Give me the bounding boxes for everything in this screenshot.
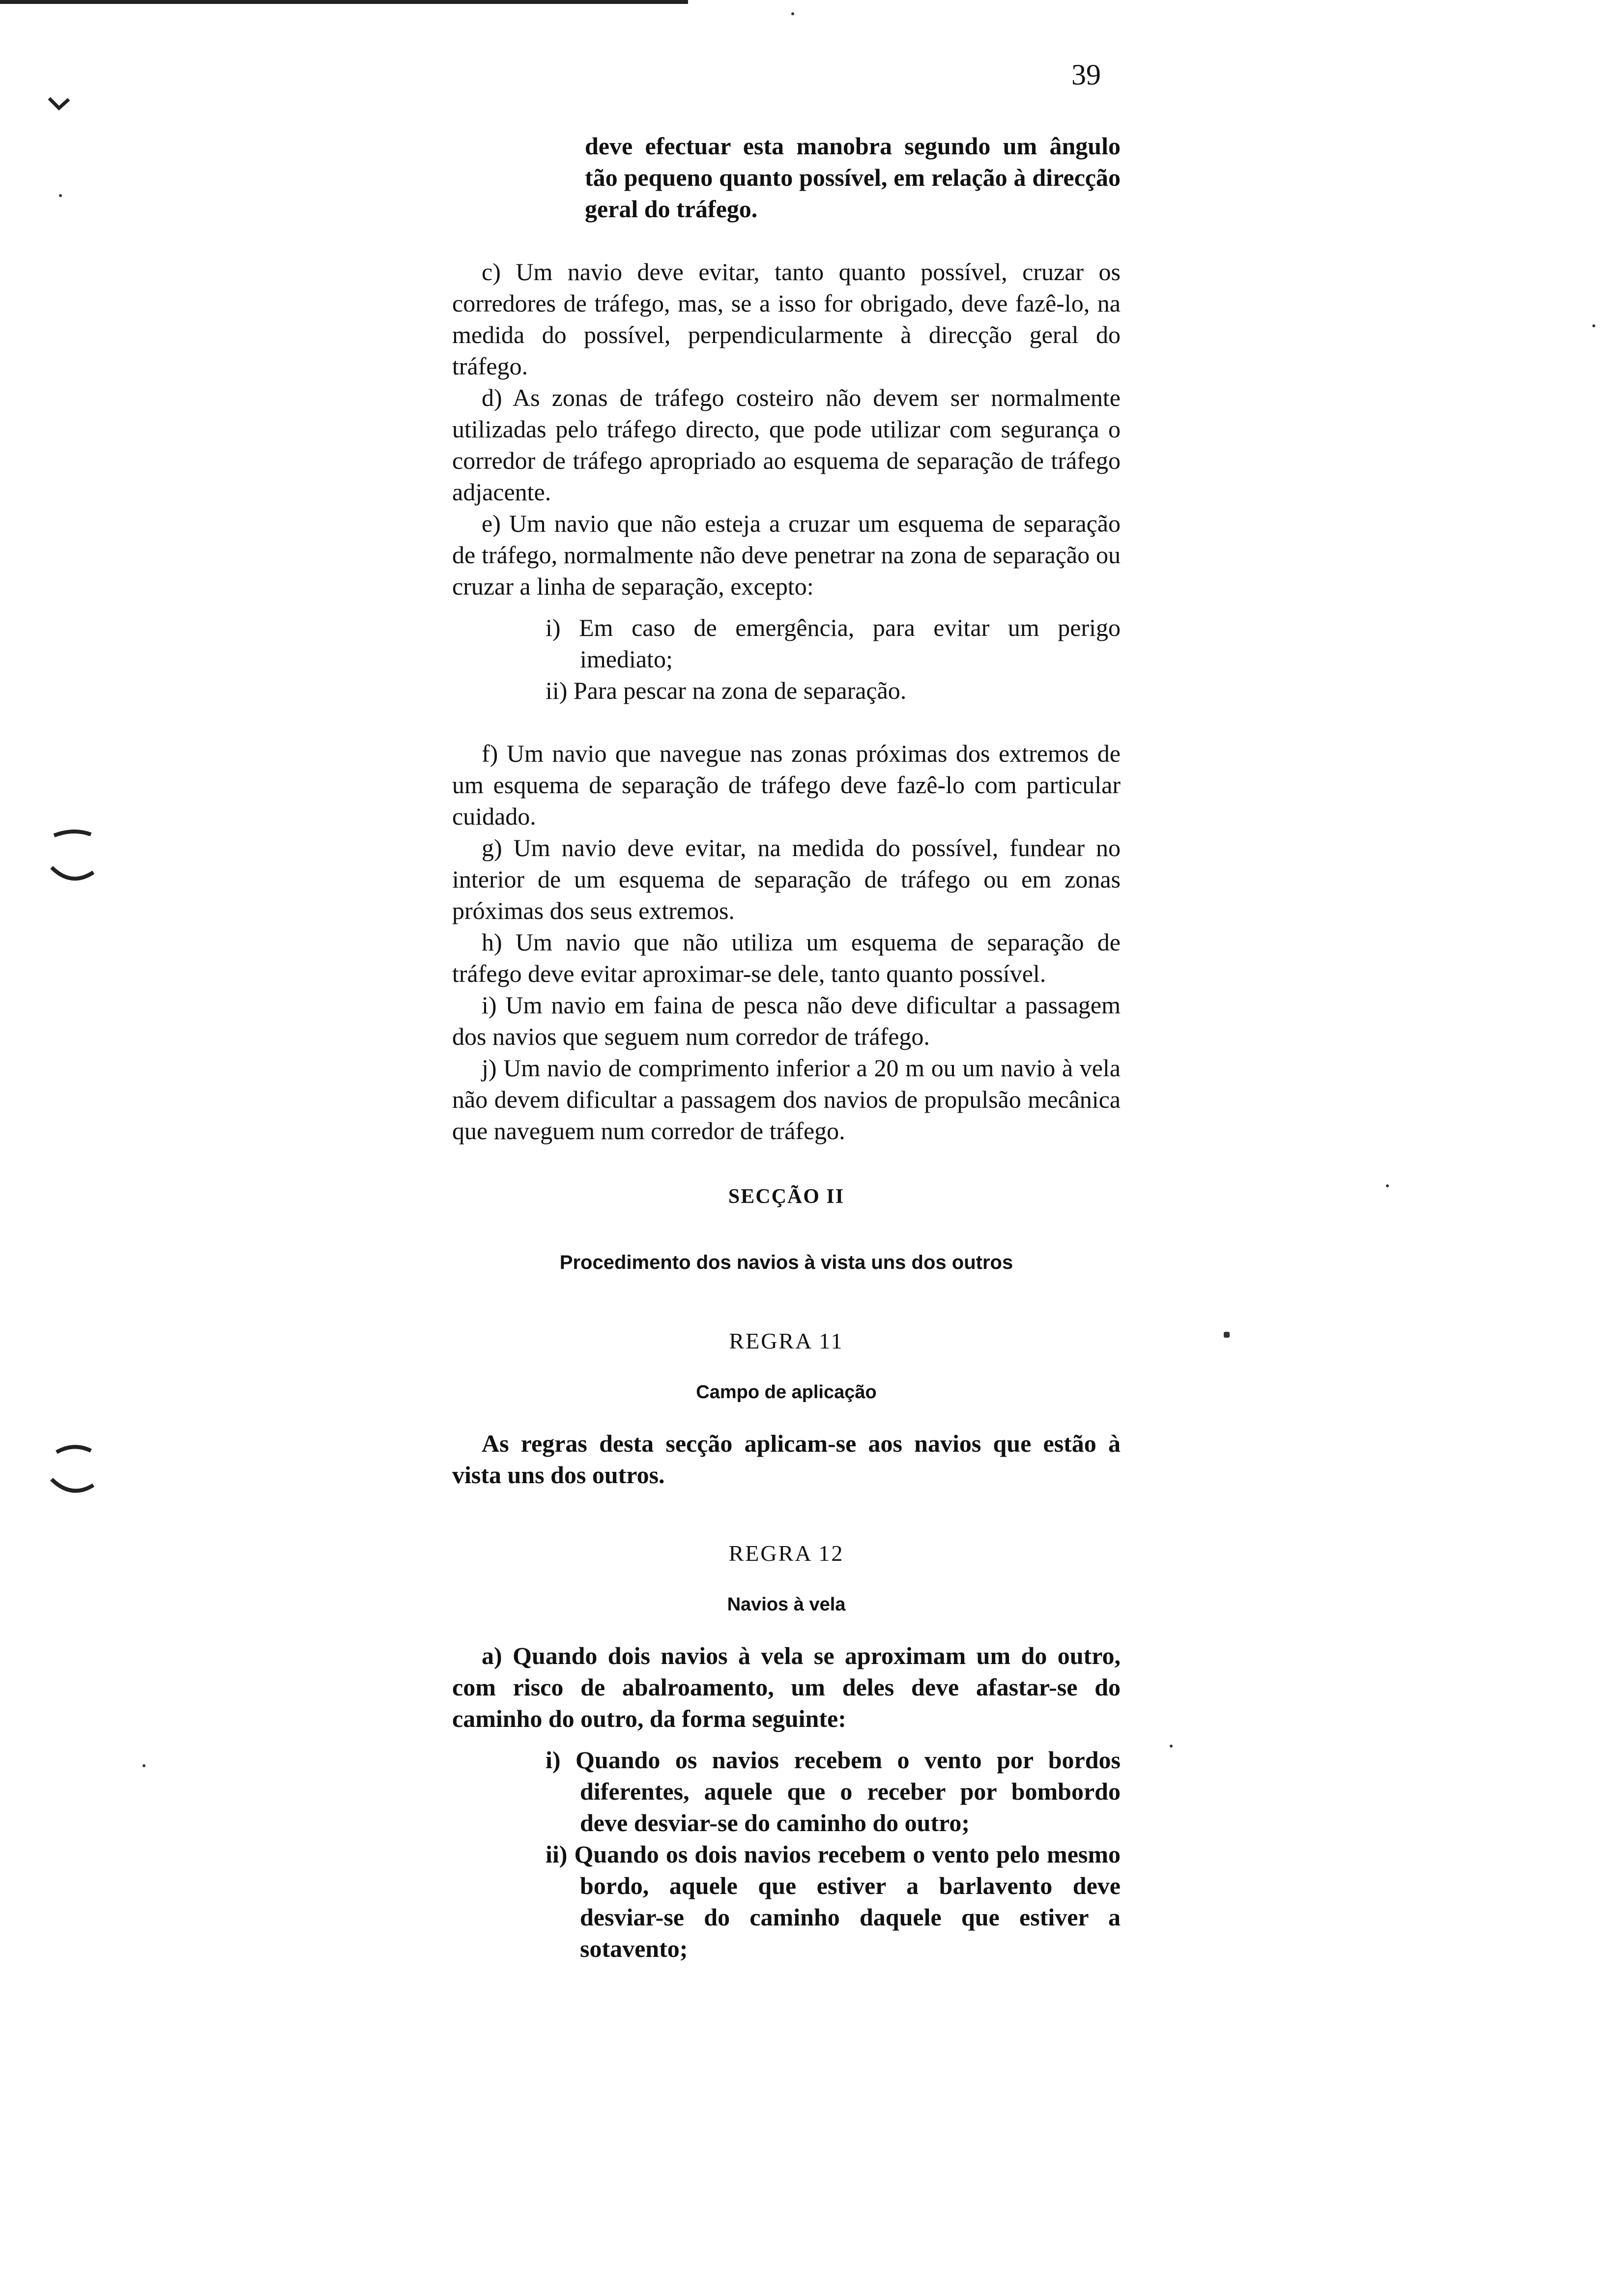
- scan-speck: [1170, 1745, 1173, 1748]
- page-number: 39: [1071, 58, 1101, 91]
- paragraph-e-item-ii: ii) Para pescar na zona de separação.: [546, 677, 907, 704]
- paragraph-g: g) Um navio deve evitar, na medida do possível, fundear no interior de um esquema de separação de tráfego ou em zonas próximas dos seus extremos.: [452, 834, 1121, 924]
- paragraph-j: j) Um navio de comprimento inferior a 20 m ou um navio à vela não devem dificultar a passagem dos navios de propulsão mecânica que naveguem num corredor de tráfego.: [452, 1054, 1121, 1145]
- scan-speck: [143, 1764, 145, 1767]
- paragraph-c: c) Um navio deve evitar, tanto quanto possível, cruzar os corredores de tráfego, mas, se a isso for obrigado, deve fazê-lo, na medida do possível, perpendicularmente à direcção geral do tráfego.: [452, 258, 1121, 380]
- paragraph-d: d) As zonas de tráfego costeiro não devem ser normalmente utilizadas pelo tráfego directo, que pode utilizar com segurança o corredor de tráfego apropriado ao esquema de separação de tráfego adjacente.: [452, 384, 1121, 506]
- section-title: Procedimento dos navios à vista uns dos outros: [559, 1252, 1013, 1273]
- rule-12-heading: REGRA 12: [728, 1541, 844, 1566]
- binding-hole-mark: [44, 826, 103, 894]
- scan-speck: [1224, 1332, 1230, 1338]
- scan-speck: [1386, 1184, 1389, 1187]
- paragraph-e-item-i: i) Em caso de emergência, para evitar um perigo imediato;: [546, 614, 1121, 673]
- paragraph-i: i) Um navio em faina de pesca não deve dificultar a passagem dos navios que seguem num corredor de tráfego.: [452, 991, 1121, 1050]
- scan-speck: [59, 194, 62, 197]
- rule-11-text: As regras desta secção aplicam-se aos navios que estão à vista uns dos outros.: [452, 1430, 1121, 1489]
- paragraph-h: h) Um navio que não utiliza um esquema de separação de tráfego deve evitar aproximar-se dele, tanto quanto possível.: [452, 928, 1121, 987]
- paragraph-continuation: deve efectuar esta manobra segundo um ângulo tão pequeno quanto possível, em relação à direcção geral do tráfego.: [585, 132, 1121, 223]
- rule-12-item-ii: ii) Quando os dois navios recebem o vento pelo mesmo bordo, aquele que estiver a barlavento deve desviar-se do caminho daquele que estiver a sotavento;: [546, 1840, 1121, 1962]
- scan-mark: [47, 93, 76, 118]
- paragraph-e: e) Um navio que não esteja a cruzar um esquema de separação de tráfego, normalmente não deve penetrar na zona de separação ou cruzar a linha de separação, excepto:: [452, 510, 1121, 600]
- binding-hole-mark: [44, 1440, 103, 1509]
- rule-12-item-i: i) Quando os navios recebem o vento por bordos diferentes, aquele que o receber por bombordo deve desviar-se do caminho do outro;: [546, 1746, 1121, 1837]
- scan-speck: [791, 12, 794, 15]
- paragraph-f: f) Um navio que navegue nas zonas próximas dos extremos de um esquema de separação de tráfego deve fazê-lo com particular cuidado.: [452, 740, 1121, 830]
- section-heading: SECÇÃO II: [728, 1185, 845, 1208]
- top-edge-line: [0, 0, 688, 4]
- scan-speck: [1592, 324, 1595, 327]
- text-column: [452, 130, 1121, 1964]
- rule-12-paragraph-a: a) Quando dois navios à vela se aproximam um do outro, com risco de abalroamento, um deles deve afastar-se do caminho do outro, da forma seguinte:: [452, 1642, 1121, 1732]
- rule-12-title: Navios à vela: [727, 1594, 846, 1615]
- rule-11-title: Campo de aplicação: [696, 1382, 877, 1403]
- rule-11-heading: REGRA 11: [729, 1328, 844, 1353]
